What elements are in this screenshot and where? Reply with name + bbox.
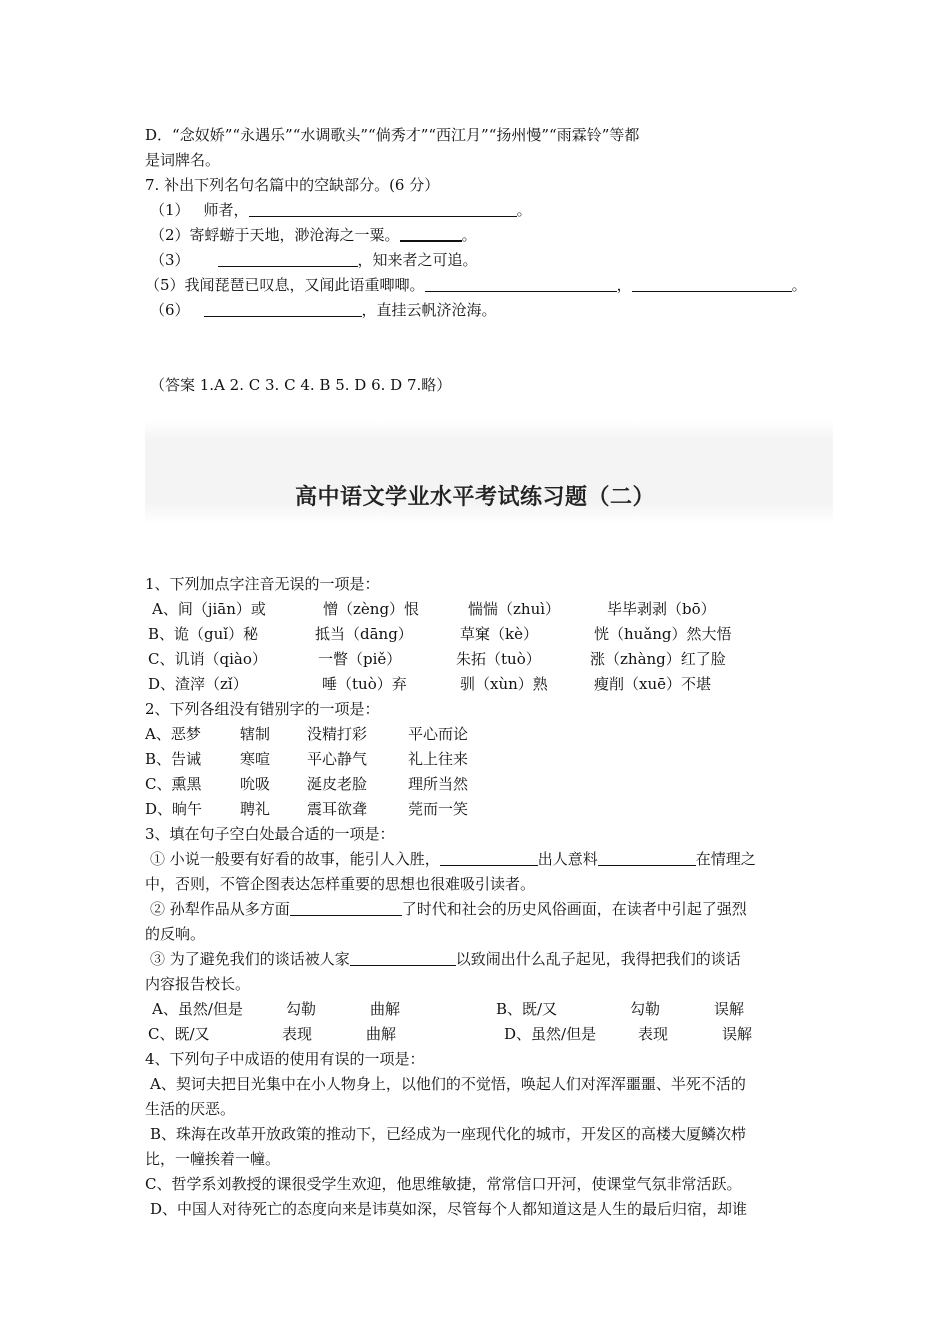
- q4-option-c: C、哲学系刘教授的课很受学生欢迎，他思维敏捷，常常信口开河，使课堂气氛非常活跃。: [145, 1175, 742, 1193]
- q3-sentence-3-cont: 内容报告校长。: [145, 975, 251, 993]
- q1-cell: 一瞥（piě）: [318, 650, 402, 668]
- q2-cell: 理所当然: [408, 775, 469, 793]
- q1-cell: D、渣滓（zǐ）: [148, 675, 248, 693]
- answer-blank[interactable]: [249, 201, 517, 217]
- q1-cell: 毕毕剥剥（bō）: [607, 600, 716, 618]
- answer-key: （答案 1.A 2. C 3. C 4. B 5. D 6. D 7.略）: [150, 376, 452, 394]
- answer-blank[interactable]: [598, 850, 696, 866]
- q2-cell: 涎皮老脸: [307, 775, 368, 793]
- answer-blank[interactable]: [632, 276, 792, 292]
- q1-cell: 驯（xùn）熟: [460, 675, 548, 693]
- item-text: 师者，: [203, 201, 249, 219]
- q1-option-row: [0, 598, 950, 620]
- q3-option-cell: 误解: [722, 1025, 753, 1043]
- q3-option-cell: D、虽然/但是: [504, 1025, 597, 1043]
- q3-option-cell: 表现: [282, 1025, 313, 1043]
- sentence-text: ③ 为了避免我们的谈话被人家: [150, 950, 350, 968]
- item-number: （2）: [150, 226, 190, 244]
- q1-stem: 1、下列加点字注音无误的一项是：: [145, 575, 380, 593]
- q1-cell: 朱拓（tuò）: [456, 650, 541, 668]
- sentence-text: 了时代和社会的历史风俗画面，在读者中引起了强烈: [401, 900, 747, 918]
- q3-option-cell: 曲解: [370, 1000, 401, 1018]
- answer-blank[interactable]: [350, 950, 456, 966]
- item-number: （5）: [145, 276, 185, 294]
- q4-option-b: B、珠海在改革开放政策的推动下，已经成为一座现代化的城市，开发区的高楼大厦鳞次栉: [150, 1125, 747, 1143]
- q3-option-cell: 勾勒: [286, 1000, 317, 1018]
- q2-cell: B、告诫: [145, 750, 202, 768]
- q3-option-row: [0, 998, 950, 1020]
- item-text: 我闻琵琶已叹息，又闻此语重唧唧。: [184, 276, 425, 294]
- item-text: 寄蜉蝣于天地，渺沧海之一粟。: [189, 226, 400, 244]
- q2-cell: 震耳欲聋: [307, 800, 368, 818]
- q3-option-cell: 表现: [638, 1025, 669, 1043]
- q2-cell: 辖制: [240, 725, 271, 743]
- q2-cell: D、晌午: [145, 800, 203, 818]
- q1-cell: 抵当（dāng）: [315, 625, 413, 643]
- q3-sentence-1: [150, 848, 756, 870]
- q1-cell: 憎（zèng）恨: [323, 600, 420, 618]
- q7-item-1: [150, 199, 532, 221]
- item-number: （6）: [150, 301, 190, 319]
- answer-blank[interactable]: [425, 276, 617, 292]
- q3-sentence-3: [150, 948, 741, 970]
- q2-cell: A、恶梦: [145, 725, 201, 743]
- q2-cell: 平心而论: [408, 725, 469, 743]
- q4-option-b-cont: 比，一幢挨着一幢。: [145, 1150, 281, 1168]
- q1-cell: 草窠（kè）: [460, 625, 538, 643]
- q4-option-d: D、中国人对待死亡的态度向来是讳莫如深，尽管每个人都知道这是人生的最后归宿，却谁: [150, 1200, 748, 1218]
- q6-option-d-line1: D．“念奴娇”“永遇乐”“水调歌头”“倘秀才”“西江月”“扬州慢”“雨霖铃”等都: [145, 126, 640, 144]
- q2-cell: 平心静气: [307, 750, 368, 768]
- q3-option-cell: 曲解: [366, 1025, 397, 1043]
- q4-option-a: A、契诃夫把目光集中在小人物身上，以他们的不觉悟，唤起人们对浑浑噩噩、半死不活的: [150, 1075, 746, 1093]
- q1-cell: 惴惴（zhuì）: [468, 600, 561, 618]
- item-text: ，知来者之可追。: [357, 251, 478, 269]
- sentence-text: 在情理之: [695, 850, 756, 868]
- q1-cell: 恍（huǎng）然大悟: [594, 625, 732, 643]
- q7-stem: 7. 补出下列名句名篇中的空缺部分。(6 分）: [145, 176, 440, 194]
- answer-blank[interactable]: [204, 301, 362, 317]
- q2-cell: 没精打彩: [307, 725, 368, 743]
- q3-sentence-2-cont: 的反响。: [145, 925, 206, 943]
- page-title: 高中语文学业水平考试练习题（二）: [294, 485, 655, 510]
- q7-item-2: [150, 224, 477, 246]
- q3-sentence-2: [150, 898, 747, 920]
- q3-option-cell: 勾勒: [630, 1000, 661, 1018]
- q2-cell: 吮吸: [240, 775, 271, 793]
- item-text: ，: [616, 276, 632, 294]
- q2-cell: 聘礼: [240, 800, 271, 818]
- q3-option-cell: 误解: [714, 1000, 745, 1018]
- q1-cell: B、诡（guǐ）秘: [148, 625, 259, 643]
- q7-item-6: [150, 299, 497, 321]
- q1-option-row: [0, 623, 950, 645]
- q7-item-3: [150, 249, 478, 271]
- q3-stem: 3、填在句子空白处最合适的一项是：: [145, 825, 395, 843]
- q2-option-row: [0, 798, 950, 820]
- q3-option-cell: C、既/又: [148, 1025, 210, 1043]
- q2-stem: 2、下列各组没有错别字的一项是：: [145, 700, 380, 718]
- answer-blank[interactable]: [290, 900, 402, 916]
- q3-option-cell: A、虽然/但是: [152, 1000, 243, 1018]
- sentence-text: 以致闹出什么乱子起见，我得把我们的谈话: [455, 950, 741, 968]
- item-number: （3）: [150, 251, 190, 269]
- q1-cell: 瘦削（xuē）不堪: [594, 675, 711, 693]
- item-text: 。: [516, 201, 532, 219]
- q6-option-d-line2: 是词牌名。: [145, 151, 221, 169]
- q2-option-row: [0, 773, 950, 795]
- answer-blank[interactable]: [400, 225, 462, 242]
- item-number: （1）: [150, 201, 190, 219]
- item-text: 。: [461, 226, 477, 244]
- item-text: 。: [791, 276, 807, 294]
- q1-cell: C、讥诮（qiào）: [148, 650, 267, 668]
- q1-cell: 涨（zhàng）红了脸: [590, 650, 726, 668]
- answer-blank[interactable]: [440, 850, 538, 866]
- answer-blank[interactable]: [218, 251, 358, 267]
- q1-option-row: [0, 673, 950, 695]
- sentence-text: ② 孙犁作品从多方面: [150, 900, 290, 918]
- q3-sentence-1-cont: 中，否则，不管企图表达怎样重要的思想也很难吸引读者。: [145, 875, 536, 893]
- q1-option-row: [0, 648, 950, 670]
- q2-cell: 礼上往来: [408, 750, 469, 768]
- q2-cell: 寒喧: [240, 750, 271, 768]
- sentence-text: 出人意料: [537, 850, 598, 868]
- q2-cell: 莞而一笑: [408, 800, 469, 818]
- q7-item-5: [145, 274, 807, 296]
- q3-option-cell: B、既/又: [496, 1000, 558, 1018]
- item-text: ，直挂云帆济沧海。: [361, 301, 497, 319]
- q2-option-row: [0, 748, 950, 770]
- q1-cell: A、间（jiān）或: [152, 600, 266, 618]
- q2-cell: C、熏黑: [145, 775, 202, 793]
- q3-option-row: [0, 1023, 950, 1045]
- q4-option-a-cont: 生活的厌恶。: [145, 1100, 236, 1118]
- sentence-text: ① 小说一般要有好看的故事，能引人入胜，: [150, 850, 440, 868]
- q1-cell: 唾（tuò）弃: [322, 675, 407, 693]
- q4-stem: 4、下列句子中成语的使用有误的一项是：: [145, 1050, 425, 1068]
- q2-option-row: [0, 723, 950, 745]
